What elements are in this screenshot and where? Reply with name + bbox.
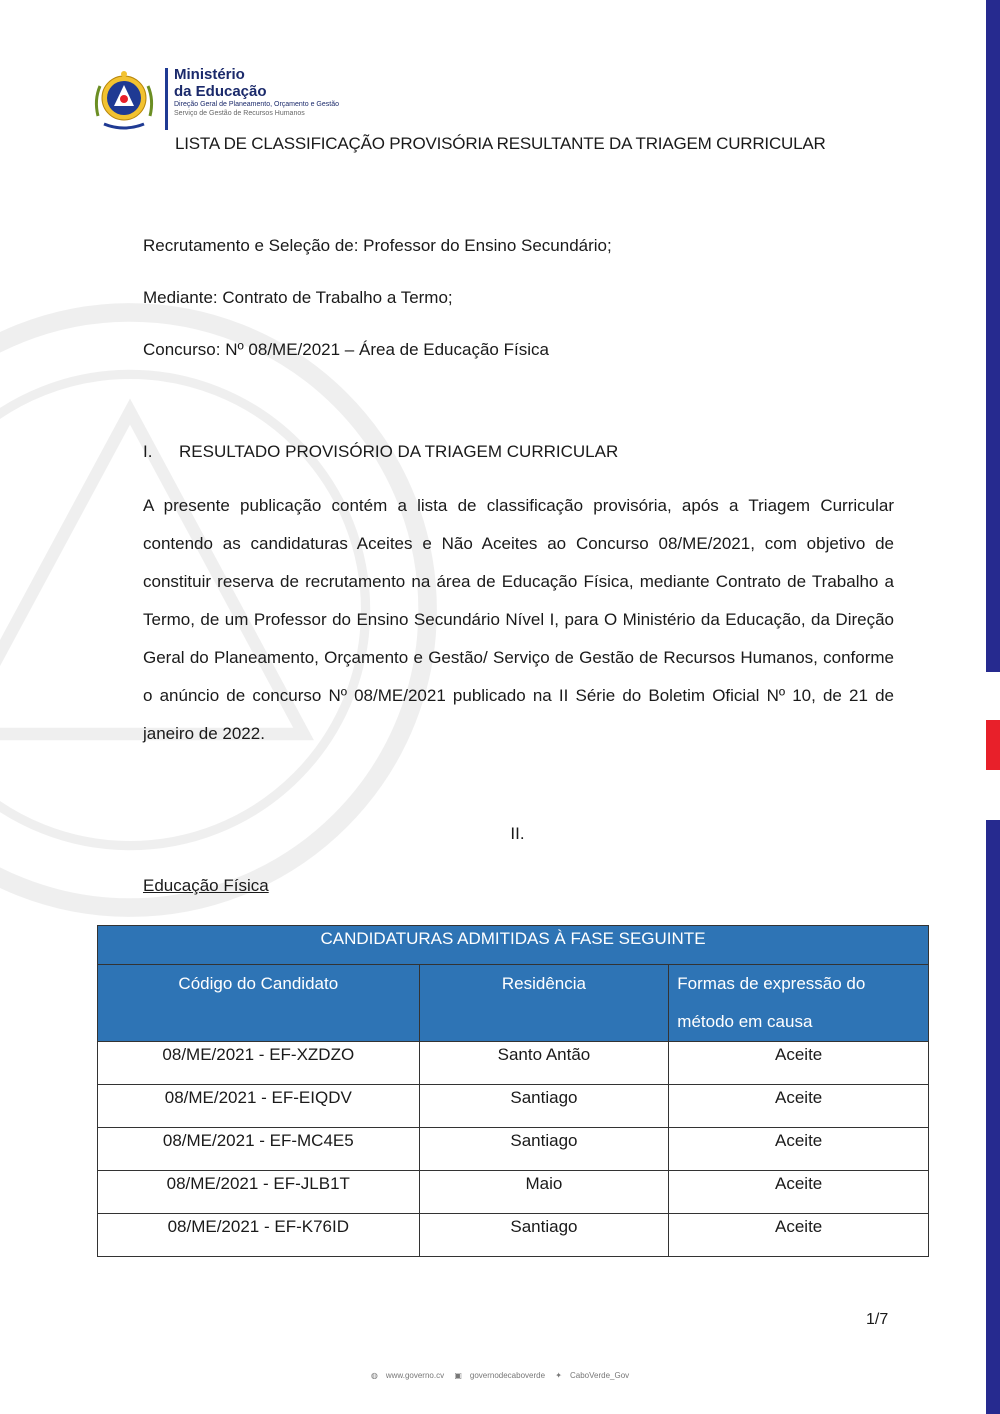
- column-header-residence: Residência: [419, 965, 669, 1042]
- candidates-table: [97, 925, 929, 1257]
- ministry-department: Direção Geral de Planeamento, Orçamento e Gestão: [174, 101, 339, 108]
- page-number: 1/7: [866, 1311, 889, 1328]
- table-row: [98, 1214, 929, 1257]
- table-caption-row: [98, 926, 929, 965]
- footer: [0, 1371, 1000, 1380]
- table-row: [98, 1171, 929, 1214]
- facebook-icon: ▣: [454, 1371, 462, 1380]
- candidate-status: Aceite: [669, 1128, 929, 1171]
- column-header-code: Código do Candidato: [98, 965, 420, 1042]
- section-1-paragraph: A presente publicação contém a lista de classificação provisória, após a Triagem Curricular contendo as candidaturas Aceites e Não Aceites ao Concurso 08/ME/2021, com objetivo de constituir reserva de recrutamento na área de Educação Física, mediante Contrato de Trabalho a Termo, de um Professor do Ensino Secundário Nível I, para O Ministério da Educação, da Direção Geral do Planeamento, Orçamento e Gestão/ Serviço de Gestão de Recursos Humanos, conforme o anúncio de concurso Nº 08/ME/2021 publicado na II Série do Boletim Oficial Nº 10, de 21 de janeiro de 2022.: [143, 496, 894, 743]
- concurso-line: Concurso: Nº 08/ME/2021 – Área de Educação Física: [143, 340, 549, 359]
- candidate-status: Aceite: [669, 1214, 929, 1257]
- candidate-code: 08/ME/2021 - EF-XZDZO: [98, 1042, 420, 1085]
- table-row: [98, 1042, 929, 1085]
- ministry-name-line1: Ministério: [174, 66, 245, 83]
- table-header-row: [98, 965, 929, 1042]
- candidate-status: Aceite: [669, 1171, 929, 1214]
- section-1-title: RESULTADO PROVISÓRIO DA TRIAGEM CURRICULAR: [179, 442, 619, 461]
- mediante-line: Mediante: Contrato de Trabalho a Termo;: [143, 288, 453, 307]
- candidate-status: Aceite: [669, 1042, 929, 1085]
- edge-band-blue-top: [986, 0, 1000, 672]
- candidate-residence: Santiago: [419, 1085, 669, 1128]
- document-title: LISTA DE CLASSIFICAÇÃO PROVISÓRIA RESULTANTE DA TRIAGEM CURRICULAR: [175, 134, 826, 153]
- twitter-icon: ✦: [555, 1371, 562, 1380]
- candidate-code: 08/ME/2021 - EF-JLB1T: [98, 1171, 420, 1214]
- section-2-area-heading: Educação Física: [143, 876, 269, 895]
- globe-icon: ◍: [370, 1371, 378, 1380]
- table-caption: CANDIDATURAS ADMITIDAS À FASE SEGUINTE: [98, 926, 929, 965]
- ministry-name-line2: da Educação: [174, 83, 267, 100]
- candidate-residence: Maio: [419, 1171, 669, 1214]
- section-1-heading: [143, 442, 618, 462]
- candidate-code: 08/ME/2021 - EF-EIQDV: [98, 1085, 420, 1128]
- section-2-number: II.: [510, 824, 525, 843]
- recruitment-line: Recrutamento e Seleção de: Professor do Ensino Secundário;: [143, 236, 612, 255]
- ministry-service: Serviço de Gestão de Recursos Humanos: [174, 110, 305, 117]
- logo-text: [174, 66, 339, 118]
- edge-band-blue-bottom: [986, 820, 1000, 1414]
- edge-band-red: [986, 720, 1000, 770]
- candidate-code: 08/ME/2021 - EF-K76ID: [98, 1214, 420, 1257]
- table-row: [98, 1085, 929, 1128]
- footer-website[interactable]: www.governo.cv: [385, 1371, 445, 1380]
- candidate-residence: Santiago: [419, 1214, 669, 1257]
- footer-twitter[interactable]: CaboVerde_Gov: [569, 1371, 630, 1380]
- candidate-residence: Santo Antão: [419, 1042, 669, 1085]
- column-header-expression: Formas de expressão do método em causa: [669, 965, 929, 1042]
- table-row: [98, 1128, 929, 1171]
- ministry-seal-icon: [90, 66, 158, 134]
- footer-facebook[interactable]: governodecaboverde: [469, 1371, 546, 1380]
- logo-divider: [165, 68, 168, 130]
- candidate-residence: Santiago: [419, 1128, 669, 1171]
- candidate-code: 08/ME/2021 - EF-MC4E5: [98, 1128, 420, 1171]
- section-1-number: I.: [143, 442, 153, 461]
- candidate-status: Aceite: [669, 1085, 929, 1128]
